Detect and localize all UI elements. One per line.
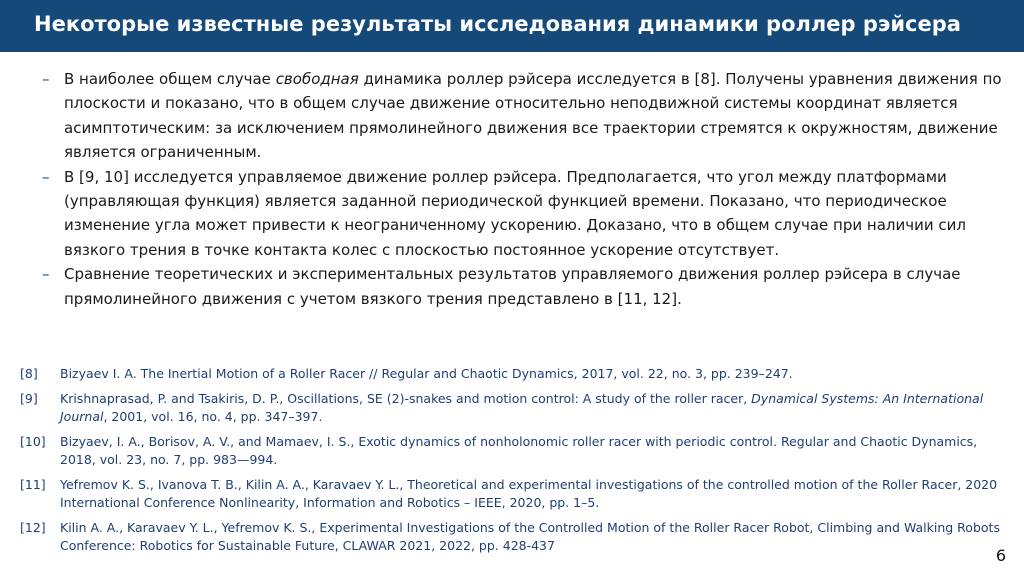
bullet-item-3 — [28, 262, 1008, 311]
reference-item-8 — [20, 365, 1010, 384]
reference-item-12 — [20, 519, 1010, 556]
bullet-list — [28, 67, 1008, 311]
bullet-text-1-emphasis: свободная — [275, 70, 359, 88]
reference-number: [11] — [20, 476, 46, 492]
reference-text: Yefremov K. S., Ivanova T. B., Kilin A. A., Karavaev Y. L., Theoretical and experimental investigations of the controlled motion of the Roller Racer, 2020 International Conference Nonlinearity, Information and Robotics – IEEE, 2020, pp. 1–5. — [60, 476, 998, 510]
reference-number: [8] — [20, 366, 38, 381]
reference-item-11 — [20, 476, 1010, 513]
dash-bullet-icon: – — [42, 70, 50, 88]
dash-bullet-icon: – — [42, 167, 50, 186]
reference-text: Bizyaev I. A. The Inertial Motion of a Roller Racer // Regular and Chaotic Dynamics, 2017, vol. 22, no. 3, pp. 239–247. — [60, 366, 793, 381]
bullet-text-1-part-2: динамика роллер рэйсера исследуется в [8]. Получены уравнения движения по плоскости и показано, что в общем случае движение относительно неподвижной системы координат является асимптотическим: за исключением прямолинейного движения все траектории стремятся к окружностям, движение является ограниченным. — [64, 70, 1002, 162]
bullet-text-3: Сравнение теоретических и экспериментальных результатов управляемого движения роллер рэйсера в случае прямолинейного движения с учетом вязкого трения представлено в [11, 12]. — [64, 265, 961, 308]
reference-text-part-2: , 2001, vol. 16, no. 4, pp. 347–397. — [103, 409, 323, 424]
reference-text: Kilin A. A., Karavaev Y. L., Yefremov K. S., Experimental Investigations of the Controlled Motion of the Roller Racer Robot, Climbing and Walking Robots Conference: Robotics for Sustainable Future, CLAWAR 2021, 2022, pp. 428-437 — [60, 519, 1000, 553]
reference-number: [9] — [20, 390, 38, 406]
reference-journal-title: Dynamical Systems: An International Journal — [60, 390, 984, 424]
title-bar — [0, 0, 1024, 52]
page-number: 6 — [995, 546, 1006, 565]
dash-bullet-icon: – — [42, 265, 50, 284]
reference-number: [10] — [20, 433, 46, 449]
bullet-item-2 — [28, 165, 1008, 263]
reference-text-part-1: Krishnaprasad, P. and Tsakiris, D. P., Oscillations, SE (2)-snakes and motion control: A study of the roller racer, — [60, 390, 752, 406]
bullet-item-1 — [28, 67, 1008, 165]
slide-title: Некоторые известные результаты исследования динамики роллер рэйсера — [34, 12, 961, 36]
reference-item-10 — [20, 433, 1010, 470]
reference-list — [20, 365, 1010, 562]
bullet-text-2: В [9, 10] исследуется управляемое движение роллер рэйсера. Предполагается, что угол между платформами (управляющая функция) является заданной периодической функцией времени. Показано, что периодическое изменение угла может привести к неограниченному ускорению. Доказано, что в общем случае при наличии сил вязкого трения в точке контакта колес с плоскостью постоянное ускорение отсутствует. — [64, 167, 966, 259]
reference-item-9 — [20, 390, 1010, 427]
bullet-text-1-part-1: В наиболее общем случае — [64, 70, 276, 88]
reference-number: [12] — [20, 519, 46, 535]
reference-text: Bizyaev, I. A., Borisov, A. V., and Mamaev, I. S., Exotic dynamics of nonholonomic roller racer with periodic control. Regular and Chaotic Dynamics, 2018, vol. 23, no. 7, pp. 983—994. — [60, 433, 978, 467]
